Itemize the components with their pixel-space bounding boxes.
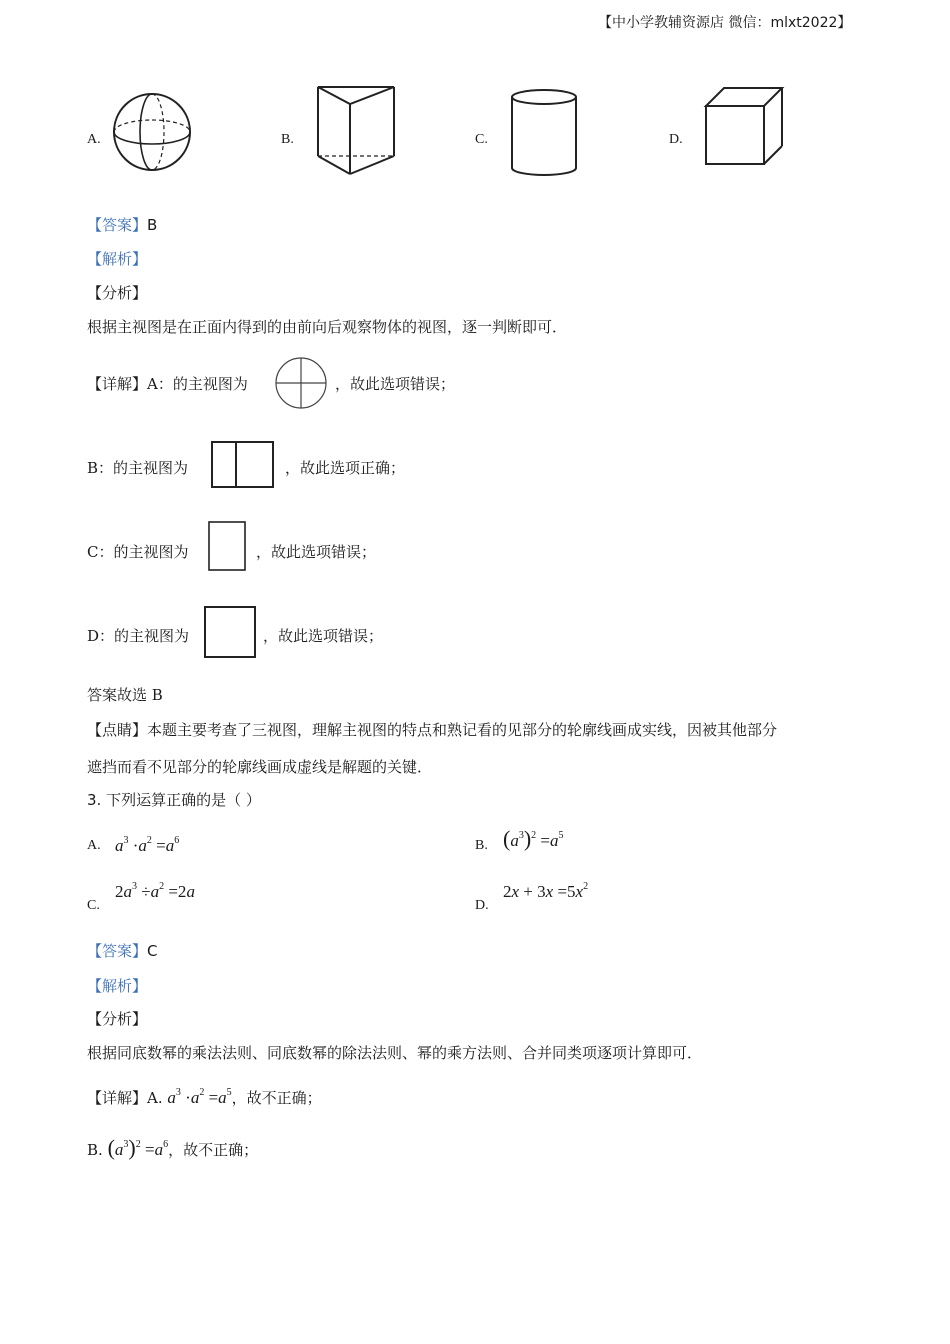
front-view-square — [204, 606, 258, 660]
detail-d-pre: D：的主视图为 — [87, 627, 190, 645]
q3-option-a-expr: $a^3 \cdot a^2 =a^6$ — [115, 835, 180, 855]
detail-a-pre: A：的主视图为 — [147, 375, 248, 393]
q3-option-b-label: B. — [475, 838, 488, 853]
detail-a-post: ，故此选项错误； — [335, 375, 456, 393]
q3-answer — [87, 940, 158, 961]
detail-c-pre: C：的主视图为 — [87, 543, 189, 561]
q3-detail-b-line — [87, 1135, 258, 1161]
q3-option-d-label: D. — [475, 898, 489, 913]
detail-b-pre: B：的主视图为 — [87, 459, 189, 477]
q3-detail-a-expr: $a^3 \cdot a^2 =a^5$ — [167, 1087, 232, 1107]
detail-tag: 【详解】 — [87, 375, 148, 393]
q3-option-a-label: A. — [87, 838, 101, 853]
answer-tag: 【答案】 — [87, 216, 148, 234]
triangular-prism-figure — [314, 84, 400, 178]
q3-fenxi-text: 根据同底数幂的乘法法则、同底数幂的除法法则、幂的乘方法则、合并同类项逐项计算即可． — [87, 1044, 703, 1062]
q3-stem: 3. 下列运算正确的是（ ） — [87, 791, 261, 809]
fenxi-text: 根据主视图是在正面内得到的由前向后观察物体的视图，逐一判断即可． — [87, 318, 568, 336]
answer-value: B — [147, 216, 158, 234]
detail-a-line — [87, 373, 248, 394]
cylinder-figure — [508, 88, 582, 180]
q3-detail-a-post: ，故不正确； — [231, 1089, 322, 1107]
q3-option-c-expr: $2a^3 \div a^2 =2a$ — [115, 881, 195, 901]
q3-fenxi-tag: 【分析】 — [87, 1010, 148, 1028]
conclusion: 答案故选 B — [87, 686, 163, 704]
front-view-tall-rect — [208, 521, 248, 573]
option-c-label: C. — [475, 132, 488, 147]
option-b-label: B. — [281, 132, 294, 147]
page-header: 【中小学教辅资源店 微信：mlxt2022】 — [598, 15, 852, 31]
front-view-circle — [274, 356, 328, 410]
q3-detail-b-pre: B. — [87, 1141, 108, 1159]
q3-answer-tag: 【答案】 — [87, 942, 148, 960]
q3-detail-a-pre: A. — [147, 1089, 168, 1107]
cube-figure — [700, 84, 790, 172]
dianjing-line2: 遮挡而看不见部分的轮廓线画成虚线是解题的关键． — [87, 758, 433, 776]
q3-detail-a-line — [87, 1087, 322, 1108]
detail-c-post: ，故此选项错误； — [256, 543, 377, 561]
q3-option-c-label: C. — [87, 898, 100, 913]
front-view-two-rects — [211, 441, 275, 489]
q3-detail-b-expr: $(a^3)^2 =a^6$ — [107, 1135, 169, 1160]
q3-analysis-tag: 【解析】 — [87, 977, 148, 995]
dianjing-text1: 本题主要考查了三视图，理解主视图的特点和熟记看的见部分的轮廓线画成实线，因被其他部分 — [147, 721, 778, 739]
detail-b-post: ，故此选项正确； — [285, 459, 406, 477]
option-d-label: D. — [669, 132, 683, 147]
dianjing-line1 — [87, 719, 777, 740]
dianjing-tag: 【点睛】 — [87, 721, 148, 739]
fenxi-tag: 【分析】 — [87, 284, 148, 302]
q3-option-b-expr: $(a^3)^2 =a^5$ — [503, 826, 564, 851]
analysis-tag: 【解析】 — [87, 250, 148, 268]
q3-option-d-expr: $2x + 3x =5x^2$ — [503, 881, 589, 901]
q3-answer-value: C — [147, 942, 158, 960]
q3-detail-tag: 【详解】 — [87, 1089, 148, 1107]
option-a-label: A. — [87, 132, 101, 147]
q2-answer — [87, 214, 157, 235]
detail-d-post: ，故此选项错误； — [263, 627, 384, 645]
sphere-figure — [108, 88, 204, 180]
q3-detail-b-post: ，故不正确； — [168, 1141, 259, 1159]
